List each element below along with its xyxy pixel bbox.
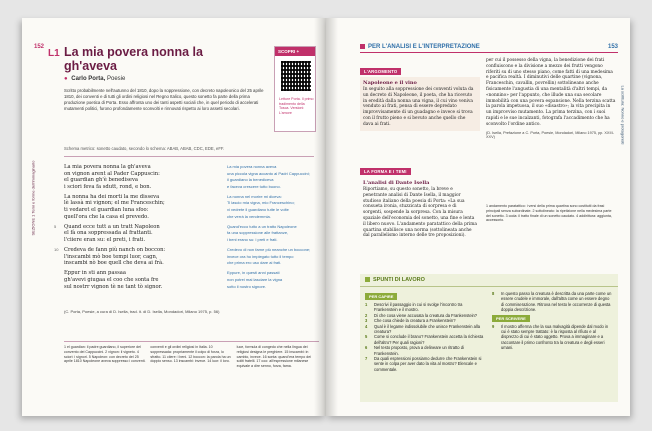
question-number: 9 [492, 323, 495, 329]
question-text: Nel testo proposto, prova a delineare un ritratto di Frankenstein. [374, 345, 464, 356]
translation-line: non potrei mai lasciare la vigna [227, 276, 283, 282]
right-page [326, 18, 630, 416]
question-number: 4 [365, 323, 368, 329]
forma-tag: LA FORMA E I TEMI [360, 168, 411, 175]
forma-title: L'analisi di Dante Isella [363, 180, 430, 186]
question-item [492, 324, 613, 351]
question-number: 2 [365, 312, 368, 318]
translation-stanza [227, 194, 317, 220]
line-number: 10 [54, 247, 59, 253]
question-item [492, 291, 613, 313]
translation-line: Eppure, in questi anni passati [227, 270, 280, 276]
poem-stanza [54, 223, 214, 244]
poem-line: i sciori feva fa sdutt, rond, e bon. [64, 183, 152, 190]
argomento-title: Napoleone e il vino [363, 80, 417, 86]
translation-line: vi vedrete il guardiano tutte le volte [227, 207, 289, 213]
question-text: In questo passo la creatura è descritta da una parte come un essere crudele e immorale, dall'altra come un essere degno di commiserazione. Ritrova nel testo le occorrenze di questa doppia descrizione. [501, 291, 612, 313]
poem-line: el fà ona soppressada al frattanti. [64, 230, 153, 237]
question-item [365, 334, 486, 345]
capire-tag: PER CAPIRE [365, 293, 397, 300]
footnote-column: luce, formula di congedo che nella lingua dei religiosi designa le preghiere. 15 inscambi: in cambio, invece. 16 sonta: quand'era tempo dei soliti fratelli. 17 coo: all'espressione milanese equivale a dire senno, forza, fama. [236, 345, 312, 369]
translation-stanza [227, 247, 317, 267]
poem-line: ti vedaret el guardian luna sfoo: [64, 207, 149, 214]
translation-line: invece ora ho impiegato tutto il tempo [227, 253, 294, 259]
poem-line: l'inscambi mò boe tempi luor, cagn, [64, 253, 158, 260]
poem-stanza [54, 247, 214, 267]
translation-line: Quand'ecco tutto a un tratto Napoleone [227, 223, 297, 229]
poem-stanza [64, 270, 214, 290]
question-text: Di che cosa viene accusata la creatura da Frankenstein? [374, 312, 478, 318]
divider [64, 156, 314, 157]
translation-line: La nonna nel morire mi diceva: [227, 193, 282, 199]
argomento-tag: L'ARGOMENTO [360, 68, 401, 75]
book-gutter [314, 18, 338, 416]
lesson-badge: L1 [48, 48, 60, 59]
page-number-right: 153 [607, 44, 618, 50]
forma-text: Riportiamo, su questo sonetto, la breve e penetrante analisi di Dante Isella, il maggior studioso italiano della poesia di Porta: «La sua consueta ironia, stuzzicata di sorpresa e di sorgenti, sospende la sorpresa. Con la misura spaziale dell'economia del sonetto, una fine e lenta il libero nuovo. L'andamento paratattico della prima quartina stabilisce una norma (sottolineata anche dal parallelismo interno delle tre proposizioni). [363, 187, 477, 239]
question-item [365, 345, 486, 356]
question-item [365, 324, 486, 335]
spunti-header: SPUNTI DI LAVORO [360, 274, 618, 287]
translation-line: il guardiano la benediceva [227, 177, 274, 183]
page-title: La mia povera nonna la gh'aveva [64, 45, 203, 73]
side-tab-left: SEZIONE 1 Temi e forme dell'immaginario [30, 160, 36, 236]
question-text: Il mostro afferma che la sua malvagità dipende dal modo in cui è stato sempre trattato: è la risposta al rifiuto e al disprezzo di cui è stato oggetto. Prova a immaginare e a raccontare il primo confronto tra la creatura e degli esseri umani. [501, 323, 609, 351]
glossary: 1 andamento paratattico: i versi della prima quartina sono costituiti da frasi principali senza subordinate. 2 sottolineato: la ripetizione nella medesima parte del sonetto. 3 coda: il tratto finale di un sonetto caudato. 4 addirittura: aggiunta, accessorio. [486, 204, 612, 223]
analysis-continuation: per cui il possesso della vigna, la benedizione dei frati confluiscono e la divisione a mezzo dei frutti vengono riferiti su di uno stesso piano, come fatti di una medesima e pacifica realtà. I diminutivi delle quartine (vignona, Franceschin, cavallin, povrellin) sottolineano anche fisicamente l'angustia di una mentalità d'altri tempi, da «nonnino» per l'appunto, che illude una sua secolare immobilità con una povera espansione. Nella terzina scatta la parola impetuosa, il suo «disastro»; la vita precipita in un improvviso mutamento. La prima terzina, con i suoi rapidi e le sue incalzanti, fotografa l'accadimento che ha sconvolto l'ordine antico. (D. Isella, Prefazione a C. Porta, Poesie, Mondadori, Milano 1975, pp. XXIII-XXV) [486, 58, 616, 139]
question-number: 7 [365, 356, 368, 362]
poem-line: el guardian gh'è benediseva [64, 177, 139, 184]
translation-line: che prima ero uso dare ai frati. [227, 260, 282, 266]
line-number: 5 [54, 223, 57, 229]
question-text: Che cosa chiede la creatura a Frankenstein? [374, 318, 456, 324]
question-number: 3 [365, 318, 368, 324]
poem-line: l'ciiere eran su: el preti, i frati. [64, 236, 146, 243]
translation-stanza [227, 164, 317, 190]
translation-line: e faceva crescere tutto buono. [227, 183, 281, 189]
translation-line: Credevo di non farne più neanche un boccone; [227, 247, 311, 253]
translation-line: La mia povera nonna aveva [227, 164, 277, 169]
scopri-box[interactable] [274, 46, 316, 132]
open-book [22, 18, 630, 416]
translation-stanza [227, 270, 317, 290]
poem-line: quell'ora che la casa el prevedo. [64, 213, 149, 220]
intro-text: Scritto probabilmente nell'autunno del 1810, dopo la soppressione, con decreto napoleonico del 25 aprile 1810, dei conventi e di tutti gli ordini religiosi nel Regno Italico, questo sonetto fa parte della prima produzione poetica di Porta. Esso affronta uno dei tanti aspetti sociali che, in quel periodo di accelerati mutamenti politici, furono profondamente sconvolti e rinnovati rispetto ai loro assetti secolari. [64, 88, 264, 111]
question-text: Qual è il legame indissolubile che unisce Frankenstein alla creatura? [374, 323, 481, 335]
questions-column-left [365, 291, 486, 372]
translation-stanza [227, 224, 317, 244]
page-number-left: 152 [34, 44, 45, 50]
question-item [365, 302, 486, 313]
poem-stanza [64, 194, 214, 220]
qr-code-icon [281, 61, 311, 91]
question-number: 8 [492, 291, 495, 296]
translation-line: una piccola vigna accanto al Padri Cappuccini; [227, 170, 310, 176]
translation-line: i beni erano su: i preti e frati. [227, 236, 278, 242]
scrivere-tag: PER SCRIVERE [492, 315, 530, 322]
poem-source: (C. Porta, Poesie, a cura di D. Isella, trad. it. di D. Isella, Mondadori, Milano 1975, p. 56) [64, 309, 220, 314]
translation-line: che verrà la vendemmia. [227, 213, 271, 219]
poem-translation [227, 164, 317, 294]
footnotes [64, 341, 319, 396]
footnote-column: 1 el guardian: il padre guardiano, il superiore del convento dei Cappuccini. 2 vignon: il vigneto. 4 sciori: i signori. 5 Napoleon: con decreto del 25 aprile 1810 Napoleone aveva soppresso i conventi. [64, 345, 146, 364]
analysis-source: (D. Isella, Prefazione a C. Porta, Poesie, Mondadori, Milano 1975, pp. XXIII-XXV) [486, 130, 614, 139]
translation-line: fa una soppressione alle frattanze, [227, 230, 289, 236]
question-item [365, 356, 486, 372]
side-tab-right: La scrittura: Nonno e protagonisti [620, 85, 626, 145]
author-genre: Poesie [106, 76, 126, 82]
translation-line: sotto il nostro signore. [227, 283, 267, 289]
poem-line: sul nostrr vignon tè ne tant tò signor. [64, 283, 163, 290]
author-line: ● Carlo Porta, Poesie [64, 76, 126, 82]
poem-line: on vignon arent al Pader Cappuscin: [64, 170, 160, 177]
poem-line: La mia povera nonna la gh'aveva [64, 164, 151, 170]
metric-scheme: Schema metrico: sonetto caudato, secondo lo schema: ABAB, ABAB, CDC, EDE, eFF. [64, 146, 225, 151]
poem-line: La nonna ha dei morti la me disseva [64, 193, 160, 200]
poem-line: gh'avevi giugaa el coo che sonta fre [64, 276, 159, 283]
square-icon [365, 277, 370, 282]
poem-line: Quand ecce tutt a un tratt Napoleon [64, 223, 160, 230]
question-text: Da quali espressioni possiamo dedurre che Frankenstein si sente in colpa per aver dato la vita al mostro? Elencale e commentale. [374, 356, 482, 372]
argomento-text: In seguito alla soppressione dei conventi voluta da un decreto di Napoleone, il poeta, che ha ricevuto in eredità dalla nonna una vigna, il cui vino veniva venduto ai frati, pensa di essere depredato improvvisamente di un guadagno e invece si trova con il frutto pieno e si bevuto anche quello che dava ai frati. [363, 87, 474, 127]
footnote-column: conventi e gli ordini religiosi in Italia. 10 soppressada: propriamente il colpo di forza, lo sfratto. 11 ciiere: i beni. 12 boccon: la parola ha un doppio senso. 13 inscambi: invece. 14 luor: il loro. [150, 345, 231, 364]
author-name: Carlo Porta [71, 76, 104, 82]
argomento-box [360, 58, 480, 131]
scopri-header: SCOPRI + [275, 47, 315, 56]
square-icon [360, 44, 365, 49]
question-number: 1 [365, 302, 368, 307]
question-number: 6 [365, 345, 368, 351]
translation-line: Ti lascio mia vigna, mio Franceschino; [227, 200, 295, 206]
poem-line: Credeva de fann più nanch on boccon: [64, 247, 166, 254]
bullet-icon: ● [64, 76, 68, 82]
left-page [22, 18, 326, 416]
forma-box [360, 158, 480, 242]
poem-text [54, 164, 214, 294]
question-text: Come si conclude il brano? Frankenstein accetta la richiesta dell'altro? Per quali ragioni? [374, 334, 484, 345]
questions-column-right [492, 291, 613, 372]
question-number: 5 [365, 334, 368, 340]
poem-stanza [64, 164, 214, 190]
scopri-note: Letture Porta. Il primo tradimento della Tosca. Versioni: L'amore [279, 97, 314, 115]
spunti-box [360, 274, 618, 402]
section-header: PER L'ANALISI E L'INTERPRETAZIONE [360, 44, 618, 53]
poem-line: Eppur in sti ann passaa [64, 270, 126, 277]
poem-line: lè lassà mi vignon; el me Franceschin; [64, 200, 165, 207]
poem-line: inscambi nò boe quell che deva ai frà. [64, 260, 164, 267]
question-text: Descrivi il passaggio in cui si svolge l'incontro tra Frankenstein e il mostro. [374, 302, 463, 313]
